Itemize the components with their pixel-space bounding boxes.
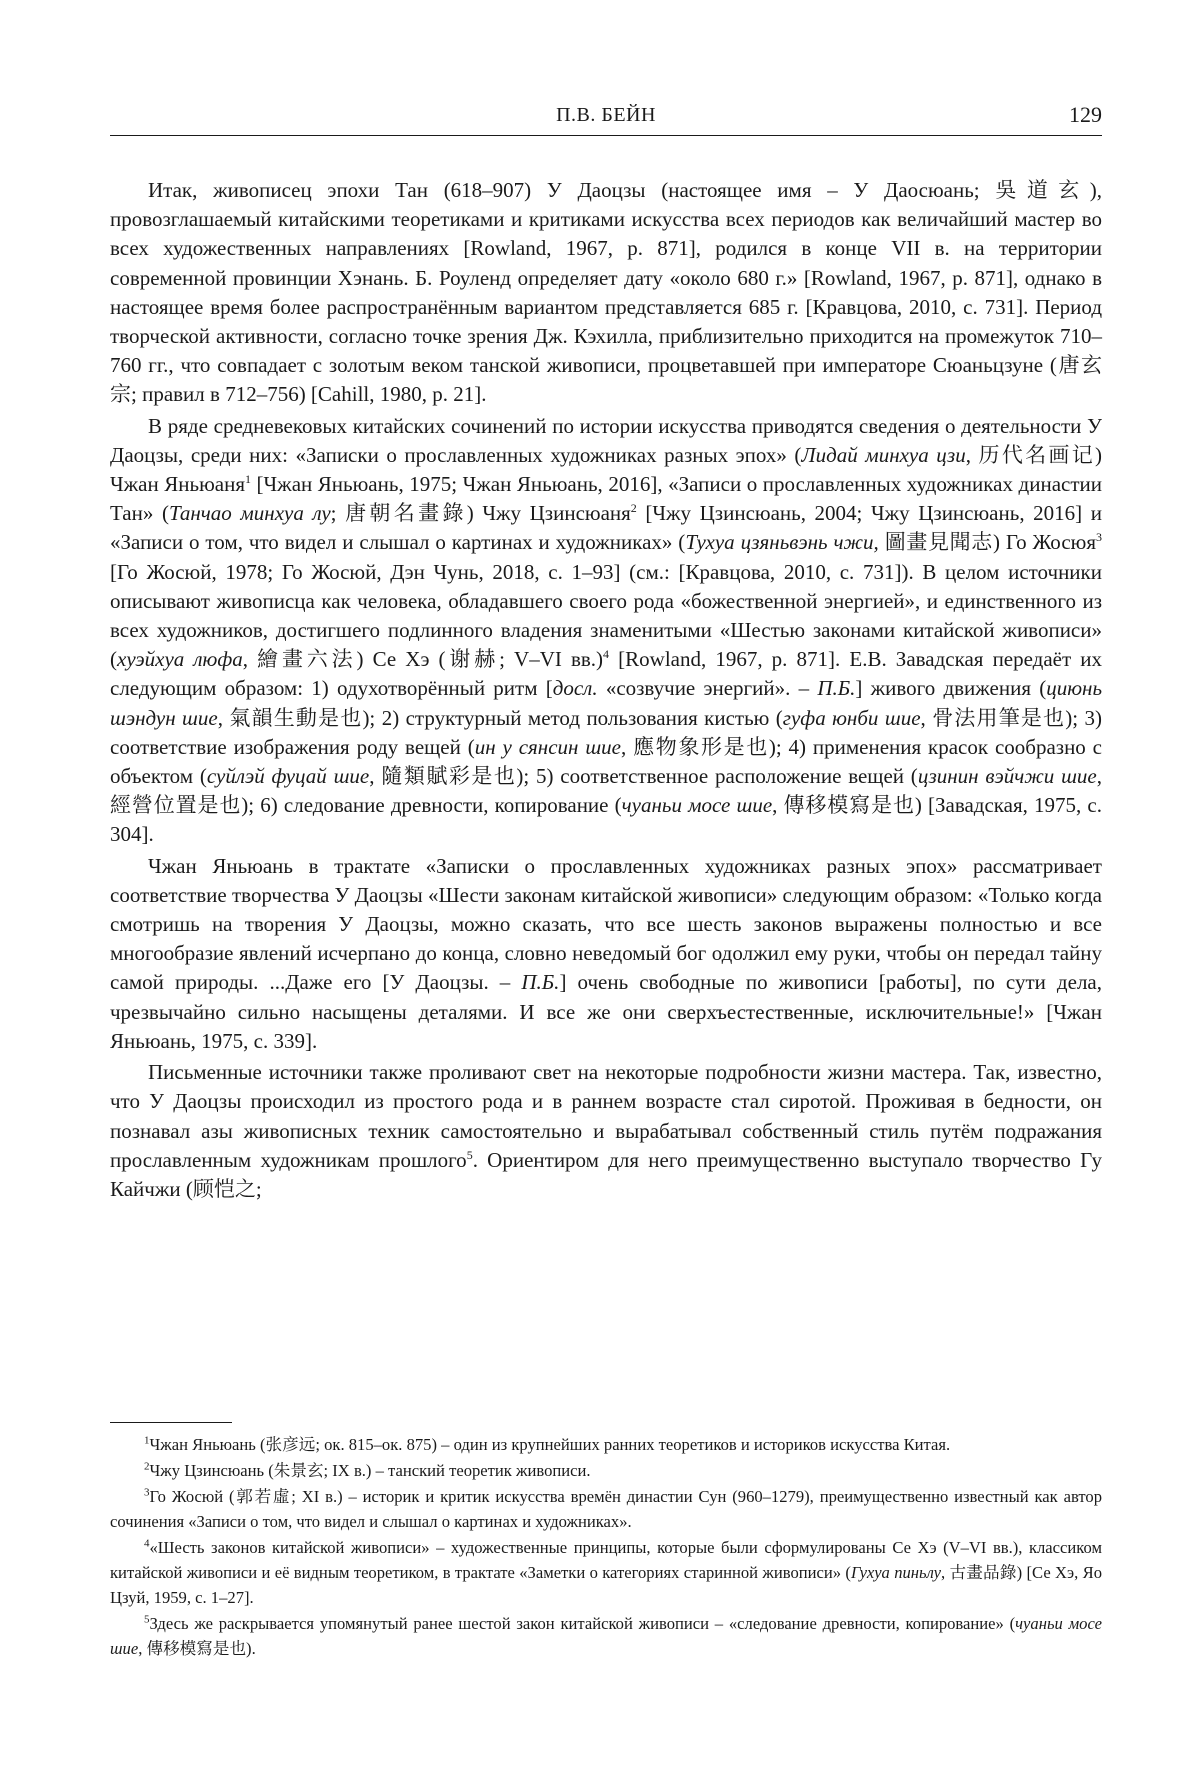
body-paragraph-3 (110, 852, 1102, 1056)
text-run: , 繪畫六法) Се Хэ (谢赫; V–VI вв.) (243, 647, 603, 671)
italic-term: чуаньи мосе шие (622, 793, 773, 817)
text-run: , 骨法用筆是也); 3) соответствие изображения роду вещей ( (110, 706, 1102, 759)
journal-page (0, 0, 1200, 1780)
italic-term: суйлэй фуцай шие (207, 764, 369, 788)
text-run: , 氣韻生動是也); 2) структурный метод пользования кистью ( (218, 706, 783, 730)
page-header (110, 100, 1102, 136)
text-run: «созвучие энергий». – (598, 676, 818, 700)
text-run: 圖畫見聞志) Го Жосюя (879, 530, 1096, 554)
footnote-reference[interactable]: 5 (467, 1148, 473, 1162)
text-run: , 隨類賦彩是也); 5) соответственное расположение вещей ( (369, 764, 918, 788)
footnote-mark: 5 (144, 1613, 150, 1625)
footnote-text (110, 1614, 1102, 1658)
italic-term: хуэйхуа люфа (117, 647, 243, 671)
text-run: Итак, живописец эпохи Тан (618–907) У Даоцзы (настоящее имя – У Даосюань; 吳道玄), провозглашаемый китайскими теоретиками и критиками искусства всех периодов как величайший мастер во всех художественных направлениях [Rowland, 1967, p. 871], родился в конце VII в. на территории современной провинции Хэнань. Б. Роуленд определяет дату «около 680 г.» [Rowland, 1967, p. 871], однако в настоящее время более распространённым вариантом представляется 685 г. [Кравцова, 2010, с. 731]. Период творческой активности, согласно точке зрения Дж. Кэхилла, приблизительно приходится на промежуток 710–760 гг., что совпадает с золотым веком танской живописи, процветавшей при императоре Сюаньцзуне (唐玄宗; правил в 712–756) [Cahill, 1980, p. 21]. (110, 178, 1102, 406)
footnote-text (110, 1538, 1102, 1607)
italic-term: П.Б. (521, 970, 559, 994)
italic-term: Тухуа цзяньвэнь чжи, (685, 530, 879, 554)
footnote-1 (110, 1432, 1102, 1457)
text-run: Здесь же раскрывается упомянутый ранее шестой закон китайской живописи – «следование древности, копирование» ( (150, 1614, 1016, 1633)
footnote-mark: 1 (144, 1434, 150, 1446)
text-run: Чжу Цзинсюань (朱景玄; IX в.) – танский теоретик живописи. (150, 1461, 591, 1480)
footnote-mark: 3 (144, 1486, 150, 1498)
italic-term: Танчао минхуа лу (169, 501, 331, 525)
italic-term: досл. (553, 676, 598, 700)
footnote-3 (110, 1484, 1102, 1534)
italic-term: чуаньи мосе шие (110, 1614, 1102, 1658)
footnote-reference[interactable]: 4 (603, 647, 609, 661)
footnote-mark: 2 (144, 1460, 150, 1472)
italic-term: ин у сянсин шие (475, 735, 621, 759)
text-run: , 傳移模寫是也) [Завадская, 1975, с. 304]. (110, 793, 1102, 846)
italic-term: гуфа юнби шие (783, 706, 921, 730)
italic-term: П.Б. (817, 676, 855, 700)
text-run: ; 唐朝名畫錄) Чжу Цзинсюаня (331, 501, 631, 525)
text-run: ] очень свободные по живописи [работы], по сути дела, чрезвычайно сильно насыщены деталями. И все же они сверхъестественные, исключительные!» [Чжан Яньюань, 1975, с. 339]. (110, 970, 1102, 1052)
footnote-mark: 4 (144, 1537, 150, 1549)
italic-term: цзинин вэйчжи шие (918, 764, 1097, 788)
text-run: [Rowland, 1967, p. 871]. Е.В. Завадская передаёт их следующим образом: 1) одухотворённый ритм [ (110, 647, 1102, 700)
text-run: , 傳移模寫是也). (138, 1639, 256, 1658)
text-run: «Шесть законов китайской живописи» – художественные принципы, которые были сформулированы Се Хэ (V–VI вв.), классиком китайской живописи и её видным теоретиком, в трактате «Заметки о категориях старинной живописи» ( (110, 1538, 1102, 1582)
text-run: , 历代名画记) Чжан Яньюаня (110, 443, 1102, 496)
footnote-reference[interactable]: 3 (1096, 530, 1102, 544)
text-run: . Ориентиром для него преимущественно выступало творчество Гу Кайчжи (顾恺之; (110, 1148, 1102, 1201)
footnote-text (150, 1435, 951, 1454)
italic-term: циюнь шэндун шие (110, 676, 1102, 729)
text-run: , 古畫品錄) [Се Хэ, Яо Цзуй, 1959, с. 1–27]. (110, 1563, 1102, 1607)
text-run: [Го Жосюй, 1978; Го Жосюй, Дэн Чунь, 2018, с. 1–93] (см.: [Кравцова, 2010, с. 731]). В целом источники описывают живописца как человека, обладавшего своего рода «божественной энергией», и единственного из всех художников, достигшего подлинного владения знаменитыми «Шестью законами китайской живописи» ( (110, 560, 1102, 672)
running-head-author: П.В. БЕЙН (110, 104, 1102, 127)
text-run: Чжан Яньюань (张彦远; ок. 815–ок. 875) – один из крупнейших ранних теоретиков и историков искусства Китая. (150, 1435, 951, 1454)
text-run: , 應物象形是也); 4) применения красок сообразно с объектом ( (110, 735, 1102, 788)
body-paragraph-1 (110, 176, 1102, 410)
footnote-reference[interactable]: 1 (245, 472, 251, 486)
text-run: , 經營位置是也); 6) следование древности, копирование ( (110, 764, 1102, 817)
footnote-2 (110, 1458, 1102, 1483)
footnotes-block (110, 1432, 1102, 1661)
footnote-4 (110, 1535, 1102, 1610)
text-run: [Чжу Цзинсюань, 2004; Чжу Цзинсюань, 2016] и «Записи о том, что видел и слышал о картинах и художниках» ( (110, 501, 1102, 554)
footnote-5 (110, 1611, 1102, 1661)
body-paragraph-2 (110, 412, 1102, 850)
footnote-reference[interactable]: 2 (631, 501, 637, 515)
page-number: 129 (1069, 102, 1102, 128)
text-run: В ряде средневековых китайских сочинений по истории искусства приводятся сведения о деятельности У Даоцзы, среди них: «Записки о прославленных художниках разных эпох» ( (110, 414, 1102, 467)
footnote-separator (110, 1422, 232, 1423)
footnote-text (110, 1487, 1102, 1531)
italic-term: Гухуа пиньлу (851, 1563, 941, 1582)
body-paragraph-4 (110, 1058, 1102, 1204)
text-run: [Чжан Яньюань, 1975; Чжан Яньюань, 2016], «Записи о прославленных художниках династии Тан» ( (110, 472, 1102, 525)
article-body (110, 176, 1102, 1204)
text-run: Го Жосюй (郭若虛; XI в.) – историк и критик искусства времён династии Сун (960–1279), преимущественно известный как автор сочинения «Записи о том, что видел и слышал о картинах и художниках». (110, 1487, 1102, 1531)
footnote-text (150, 1461, 591, 1480)
text-run: Письменные источники также проливают свет на некоторые подробности жизни мастера. Так, известно, что У Даоцзы происходил из простого рода и в раннем возрасте стал сиротой. Проживая в бедности, он познавал азы живописных техник самостоятельно и вырабатывал собственный стиль путём подражания прославленным художникам прошлого (110, 1060, 1102, 1172)
text-run: Чжан Яньюань в трактате «Записки о прославленных художниках разных эпох» рассматривает соответствие творчества У Даоцзы «Шести законам китайской живописи» следующим образом: «Только когда смотришь на творения У Даоцзы, можно сказать, что все шесть законов выражены полностью и все многообразие явлений исчерпано до конца, словно неведомый бог одолжил ему руки, чтобы он передал тайну самой природы. ...Даже его [У Даоцзы. – (110, 854, 1102, 995)
italic-term: Лидай минхуа цзи (801, 443, 965, 467)
text-run: ] живого движения ( (855, 676, 1046, 700)
